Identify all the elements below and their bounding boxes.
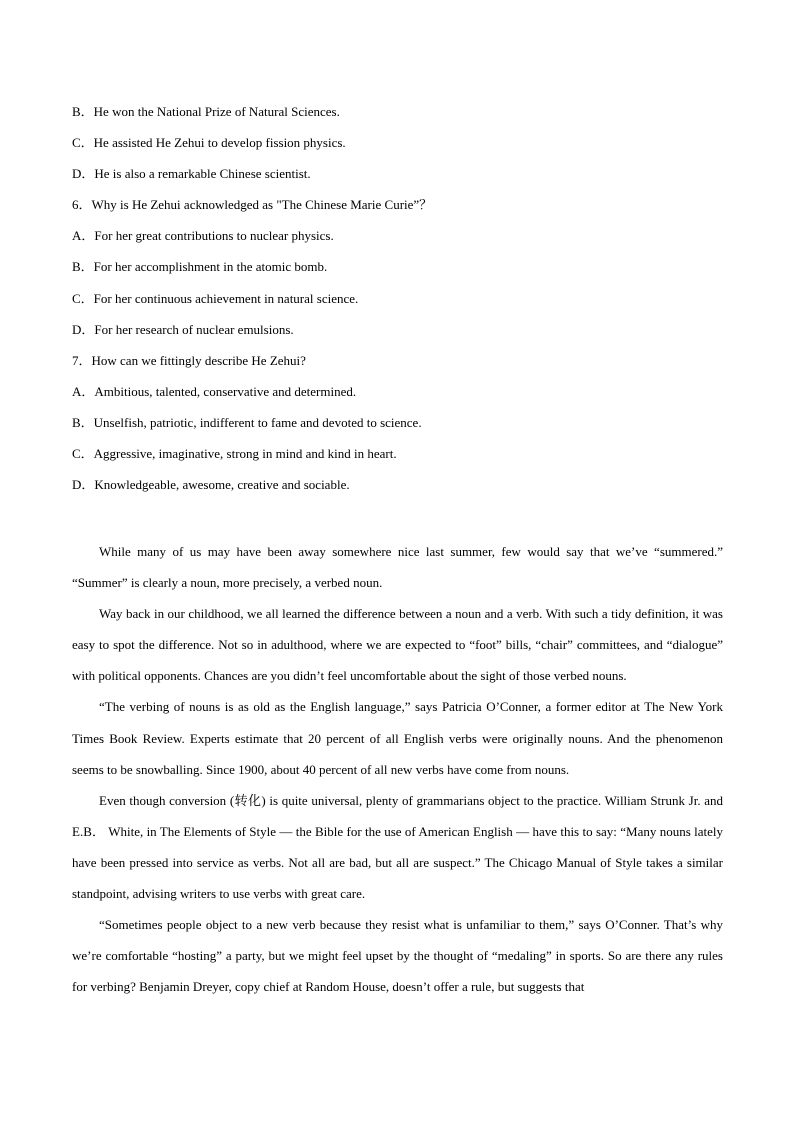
passage-paragraph-5: “Sometimes people object to a new verb because they resist what is unfamiliar to them,” says O’Conner. That’s why we’re comfortable “hosting” a party, but we might feel upset by the thought of “medaling” in sports. So are there any rules for verbing? Benjamin Dreyer, copy chief at Random House, doesn’t offer a rule, but suggests that: [72, 917, 723, 995]
option-6b: B．For her accomplishment in the atomic bomb.: [72, 259, 328, 275]
question-7: 7．How can we fittingly describe He Zehui?: [72, 352, 306, 368]
passage-paragraph-2: Way back in our childhood, we all learned the difference between a noun and a verb. With such a tidy definition, it was easy to spot the difference. Not so in adulthood, where we are expected to “foot” bills, “chair” committees, and “dialogue” with political opponents. Chances are you didn’t feel uncomfortable about the sight of those verbed nouns.: [72, 606, 723, 684]
option-6c: C．For her continuous achievement in natural science.: [72, 290, 359, 306]
option-6a: A．For her great contributions to nuclear physics.: [72, 228, 334, 244]
option-7d: D．Knowledgeable, awesome, creative and sociable.: [72, 477, 350, 493]
option-7a: A．Ambitious, talented, conservative and determined.: [72, 383, 357, 399]
question-options: [72, 101, 723, 505]
option-5b: B．He won the National Prize of Natural Sciences.: [72, 104, 340, 119]
option-7c: C．Aggressive, imaginative, strong in mind and kind in heart.: [72, 446, 397, 462]
option-5c: C．He assisted He Zehui to develop fission physics.: [72, 135, 346, 151]
passage-paragraph-3: “The verbing of nouns is as old as the English language,” says Patricia O’Conner, a former editor at The New York Times Book Review. Experts estimate that 20 percent of all English verbs were originally nouns. And the phenomenon seems to be snowballing. Since 1900, about 40 percent of all new verbs have come from nouns.: [72, 699, 723, 777]
reading-passage: [72, 536, 723, 1002]
option-5d: D．He is also a remarkable Chinese scientist.: [72, 166, 311, 182]
option-7b: B．Unselfish, patriotic, indifferent to fame and devoted to science.: [72, 414, 422, 430]
option-6d: D．For her research of nuclear emulsions.: [72, 321, 294, 337]
passage-paragraph-4: Even though conversion (转化) is quite universal, plenty of grammarians object to the practice. William Strunk Jr. and E.B． White, in The Elements of Style — the Bible for the use of American English — have this to say: “Many nouns lately have been pressed into service as verbs. Not all are bad, but all are suspect.” The Chicago Manual of Style takes a similar standpoint, advising writers to use verbs with great care.: [72, 792, 723, 902]
passage-paragraph-1: While many of us may have been away somewhere nice last summer, few would say that we’ve “summered.” “Summer” is clearly a noun, more precisely, a verbed noun.: [72, 544, 723, 591]
question-6: 6．Why is He Zehui acknowledged as "The Chinese Marie Curie”？: [72, 197, 433, 213]
